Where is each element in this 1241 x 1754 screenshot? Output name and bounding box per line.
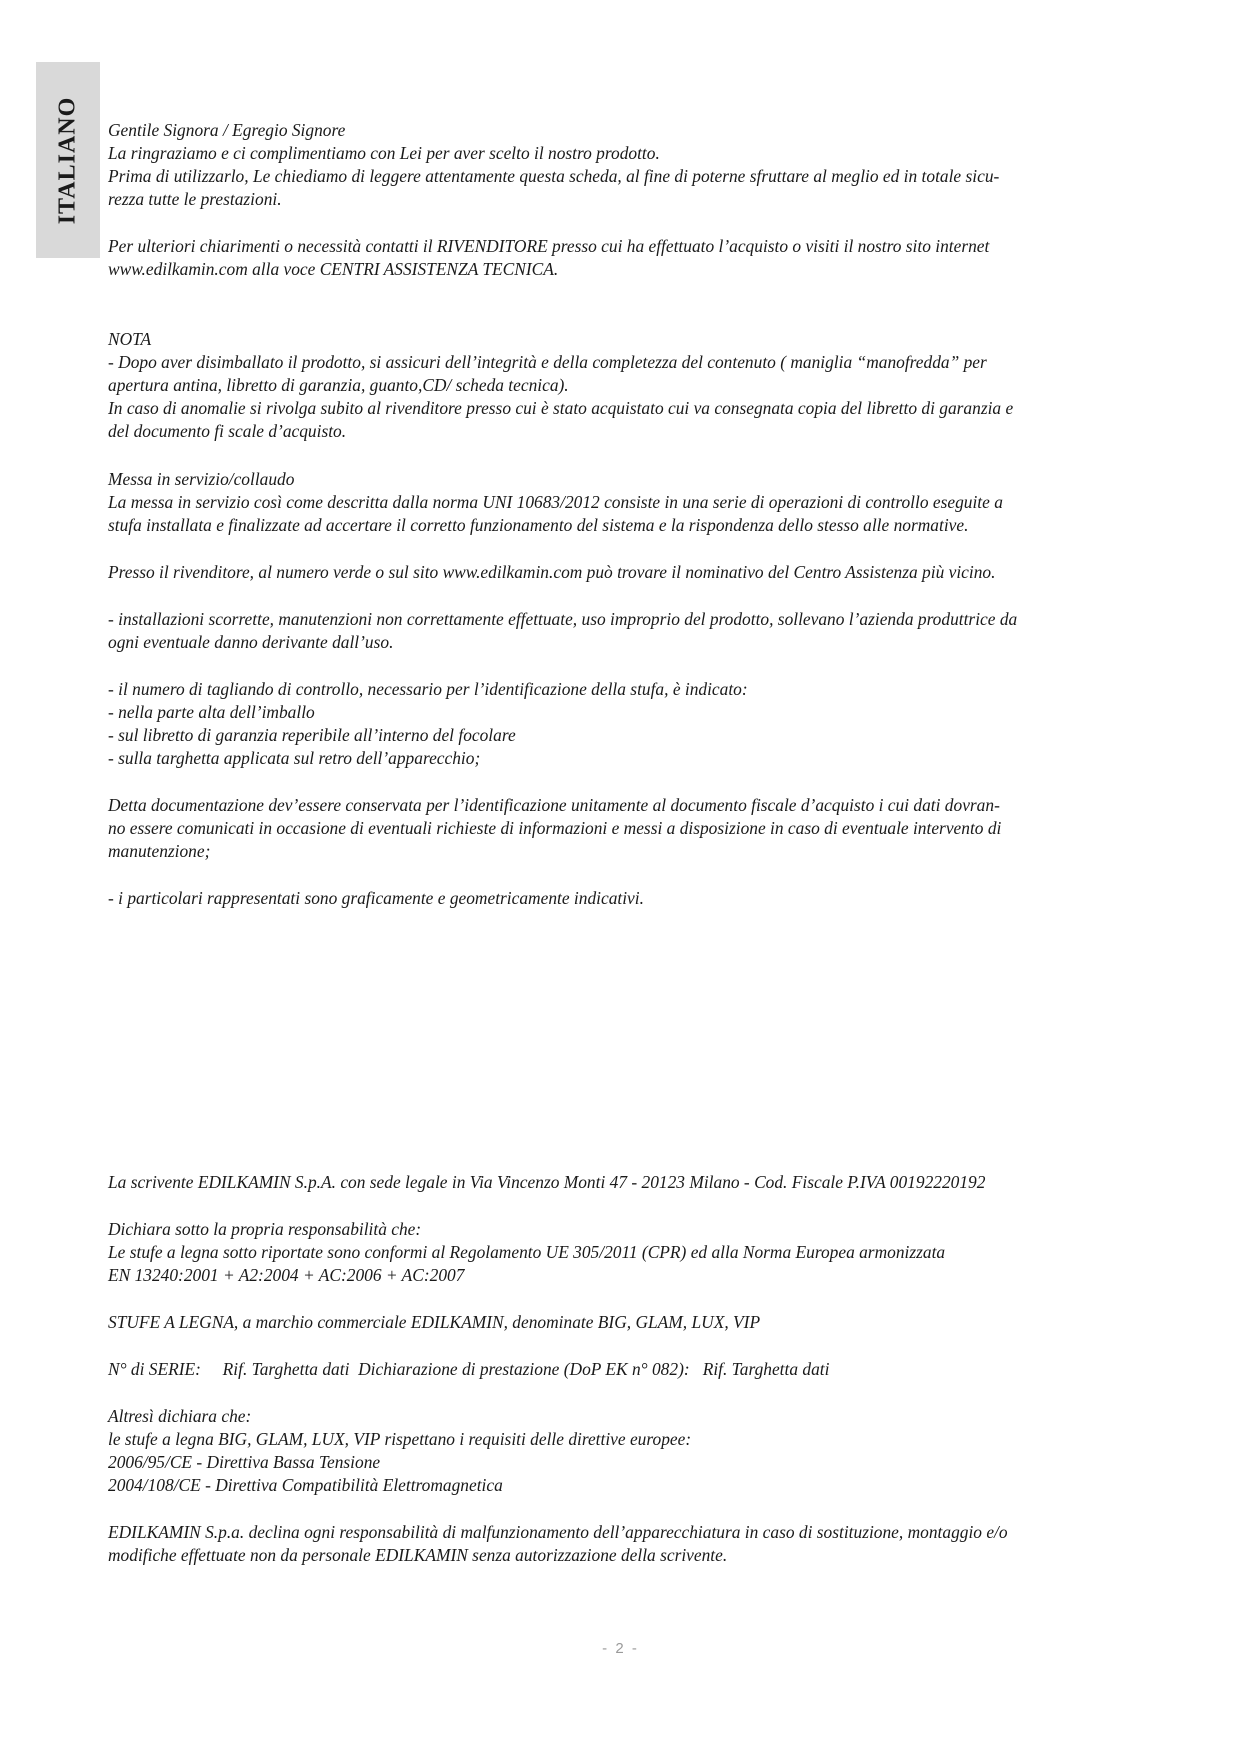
direttive-line: le stufe a legna BIG, GLAM, LUX, VIP rispettano i requisiti delle direttive europee:: [108, 1429, 692, 1449]
collaudo-line-1: La messa in servizio così come descritta dalla norma UNI 10683/2012 consiste in una serie di operazioni di controllo eseguite a: [108, 492, 1003, 512]
anomalie-line-1: In caso di anomalie si rivolga subito al rivenditore presso cui è stato acquistato cui va consegnata copia del libretto di garanzia e: [108, 398, 1014, 418]
location-item-1: - nella parte alta dell’imballo: [108, 702, 315, 722]
conformi-line: Le stufe a legna sotto riportate sono conformi al Regolamento UE 305/2011 (CPR) ed alla Norma Europea armonizzata: [108, 1242, 946, 1262]
thanks-line: La ringraziamo e ci complimentiamo con Lei per aver scelto il nostro prodotto.: [108, 143, 660, 163]
scrivente-line: La scrivente EDILKAMIN S.p.A. con sede legale in Via Vincenzo Monti 47 - 20123 Milano - Cod. Fiscale P.IVA 00192220192: [108, 1172, 986, 1192]
declina-line-2: modifiche effettuate non da personale EDILKAMIN senza autorizzazione della scrivente.: [108, 1545, 728, 1565]
rivenditore-line: Presso il rivenditore, al numero verde o sul sito www.edilkamin.com può trovare il nominativo del Centro Assistenza più vicino.: [108, 562, 996, 582]
stufe-line: STUFE A LEGNA, a marchio commerciale EDILKAMIN, denominate BIG, GLAM, LUX, VIP: [108, 1312, 761, 1332]
particolari-line: - i particolari rappresentati sono graficamente e geometricamente indicativi.: [108, 888, 644, 908]
tagliando-line: - il numero di tagliando di controllo, necessario per l’identificazione della stufa, è indicato:: [108, 679, 748, 699]
anomalie-line-2: del documento fi scale d’acquisto.: [108, 421, 347, 441]
nota-title: NOTA: [108, 329, 152, 349]
location-item-2: - sul libretto di garanzia reperibile all’interno del focolare: [108, 725, 516, 745]
installazioni-line-1: - installazioni scorrette, manutenzioni non correttamente effettuate, uso improprio del prodotto, sollevano l’azienda produttrice da: [108, 609, 1018, 629]
location-item-3: - sulla targhetta applicata sul retro dell’apparecchio;: [108, 748, 481, 768]
salutation: Gentile Signora / Egregio Signore: [108, 120, 346, 140]
direttiva-item-2: 2004/108/CE - Direttiva Compatibilità Elettromagnetica: [108, 1475, 503, 1495]
installazioni-line-2: ogni eventuale danno derivante dall’uso.: [108, 632, 394, 652]
documentazione-line-1: Detta documentazione dev’essere conservata per l’identificazione unitamente al documento fiscale d’acquisto i cui dati dovran-: [108, 795, 1000, 815]
language-label: [36, 62, 100, 258]
collaudo-title: Messa in servizio/collaudo: [108, 469, 295, 489]
declina-line-1: EDILKAMIN S.p.a. declina ogni responsabilità di malfunzionamento dell’apparecchiatura in caso di sostituzione, montaggio e/o: [108, 1522, 1008, 1542]
dichiara-line: Dichiara sotto la propria responsabilità che:: [108, 1219, 422, 1239]
documentazione-line-3: manutenzione;: [108, 841, 211, 861]
page-number: - 2 -: [602, 1640, 639, 1657]
language-label-text: ITALIANO: [54, 96, 81, 224]
norma-line: EN 13240:2001 + A2:2004 + AC:2006 + AC:2007: [108, 1265, 465, 1285]
read-line-1: Prima di utilizzarlo, Le chiediamo di leggere attentamente questa scheda, al fine di poterne sfruttare al meglio ed in totale sicu-: [108, 166, 1000, 186]
altresi-line: Altresì dichiara che:: [108, 1406, 252, 1426]
nota-item-line-2: apertura antina, libretto di garanzia, guanto,CD/ scheda tecnica).: [108, 375, 569, 395]
direttiva-item-1: 2006/95/CE - Direttiva Bassa Tensione: [108, 1452, 381, 1472]
documentazione-line-2: no essere comunicati in occasione di eventuali richieste di informazioni e messi a disposizione in caso di eventuale intervento di: [108, 818, 1002, 838]
collaudo-line-2: stufa installata e finalizzate ad accertare il corretto funzionamento del sistema e la rispondenza dello stesso alle normative.: [108, 515, 969, 535]
contact-line-2: www.edilkamin.com alla voce CENTRI ASSISTENZA TECNICA.: [108, 259, 559, 279]
nota-item-line-1: - Dopo aver disimballato il prodotto, si assicuri dell’integrità e della completezza del contenuto ( maniglia “manofredda” per: [108, 352, 987, 372]
serie-line: N° di SERIE: Rif. Targhetta dati Dichiarazione di prestazione (DoP EK n° 082): Rif. Targhetta dati: [108, 1359, 830, 1379]
read-line-2: rezza tutte le prestazioni.: [108, 189, 282, 209]
contact-line-1: Per ulteriori chiarimenti o necessità contatti il RIVENDITORE presso cui ha effettuato l’acquisto o visiti il nostro sito internet: [108, 236, 990, 256]
